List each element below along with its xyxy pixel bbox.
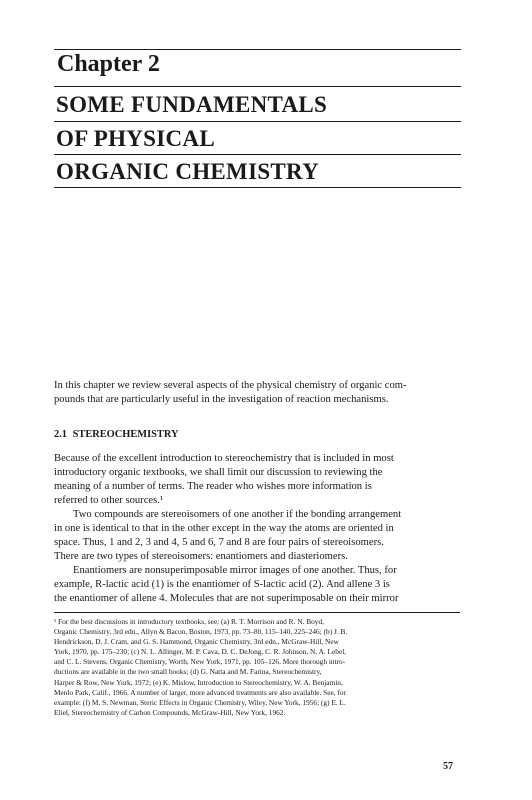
footnote-line: Organic Chemistry, 3rd edn., Allyn & Bacon, Boston, 1973, pp. 73–80, 115–140, 225–246; (b) J. B.: [54, 627, 348, 637]
title-rule-3: [54, 154, 461, 155]
paragraph-line: There are two types of stereoisomers: enantiomers and diasteriomers.: [54, 551, 348, 562]
paragraph-line: meaning of a number of terms. The reader who wishes more information is: [54, 481, 372, 492]
footnote: [54, 617, 460, 718]
footnote-line: Harper & Row, New York, 1972; (e) K. Mislow, Introduction to Stereochemistry, W. A. Benjamin,: [54, 677, 343, 687]
paragraph-line: referred to other sources.¹: [54, 495, 164, 506]
paragraph-line: introductory organic textbooks, we shall limit our discussion to reviewing the: [54, 467, 383, 478]
intro-line: pounds that are particularly useful in the investigation of reaction mechanisms.: [54, 394, 389, 405]
title-rule-2: [54, 121, 461, 122]
intro-paragraph: [54, 379, 460, 407]
chapter-title-line-2: OF PHYSICAL: [56, 126, 215, 151]
paragraph-line: space. Thus, 1 and 2, 3 and 4, 5 and 6, 7 and 8 are four pairs of stereoisomers.: [54, 537, 384, 548]
footnote-line: and C. L. Stevens, Organic Chemistry, Worth, New York, 1971, pp. 105–126. More thorough intro-: [54, 657, 346, 667]
footnote-line: Menlo Park, Calif., 1966. A number of larger, more advanced treatments are also available. See, for: [54, 687, 346, 697]
title-rule-1: [54, 86, 461, 87]
footnote-line: Hendrickson, D. J. Cram, and G. S. Hammond, Organic Chemistry, 3rd edn., McGraw-Hill, New: [54, 637, 339, 647]
paragraph-2: [54, 508, 460, 564]
chapter-title-line-3: ORGANIC CHEMISTRY: [56, 159, 320, 184]
paragraph-1: [54, 452, 460, 508]
footnote-line: York, 1970, pp. 175–230; (c) N. L. Allinger, M. P. Cava, D. C. DeJong, C. R. Johnson, N. A. Lebel,: [54, 647, 347, 657]
chapter-label: Chapter 2: [57, 51, 160, 77]
top-rule: [54, 49, 461, 50]
intro-line: In this chapter we review several aspects of the physical chemistry of organic com-: [54, 380, 407, 391]
paragraph-line: in one is identical to that in the other except in the way the atoms are oriented in: [54, 523, 394, 534]
paragraph-line: Two compounds are stereoisomers of one another if the bonding arrangement: [73, 509, 402, 520]
footnote-line: example: (f) M. S. Newman, Steric Effects in Organic Chemistry, Wiley, New York, 1956; (g) E. L.: [54, 697, 346, 707]
chapter-title-line-1: SOME FUNDAMENTALS: [56, 92, 328, 117]
page-number: 57: [443, 761, 453, 772]
footnote-line: ¹ For the best discussions in introductory textbooks, see: (a) R. T. Morrison and R. N. Boyd,: [54, 617, 324, 626]
title-rule-4: [54, 187, 461, 188]
footnote-line: ductions are available in the two small books; (d) G. Natta and M. Farina, Stereochemistry,: [54, 667, 322, 677]
footnote-line: Eliel, Stereochemistry of Carbon Compounds, McGraw-Hill, New York, 1962.: [54, 707, 286, 717]
section-heading: [54, 430, 178, 440]
paragraph-line: Because of the excellent introduction to stereochemistry that is included in most: [54, 453, 394, 464]
section-title: STEREOCHEMISTRY: [72, 429, 179, 440]
paragraph-line: Enantiomers are nonsuperimposable mirror images of one another. Thus, for: [73, 565, 397, 576]
paragraph-3: [54, 564, 460, 606]
footnote-divider: [54, 612, 460, 613]
paragraph-line: the enantiomer of allene 4. Molecules that are not superimposable on their mirror: [54, 593, 399, 604]
paragraph-line: example, R-lactic acid (1) is the enantiomer of S-lactic acid (2). And allene 3 is: [54, 579, 390, 590]
section-number: 2.1: [54, 429, 67, 440]
